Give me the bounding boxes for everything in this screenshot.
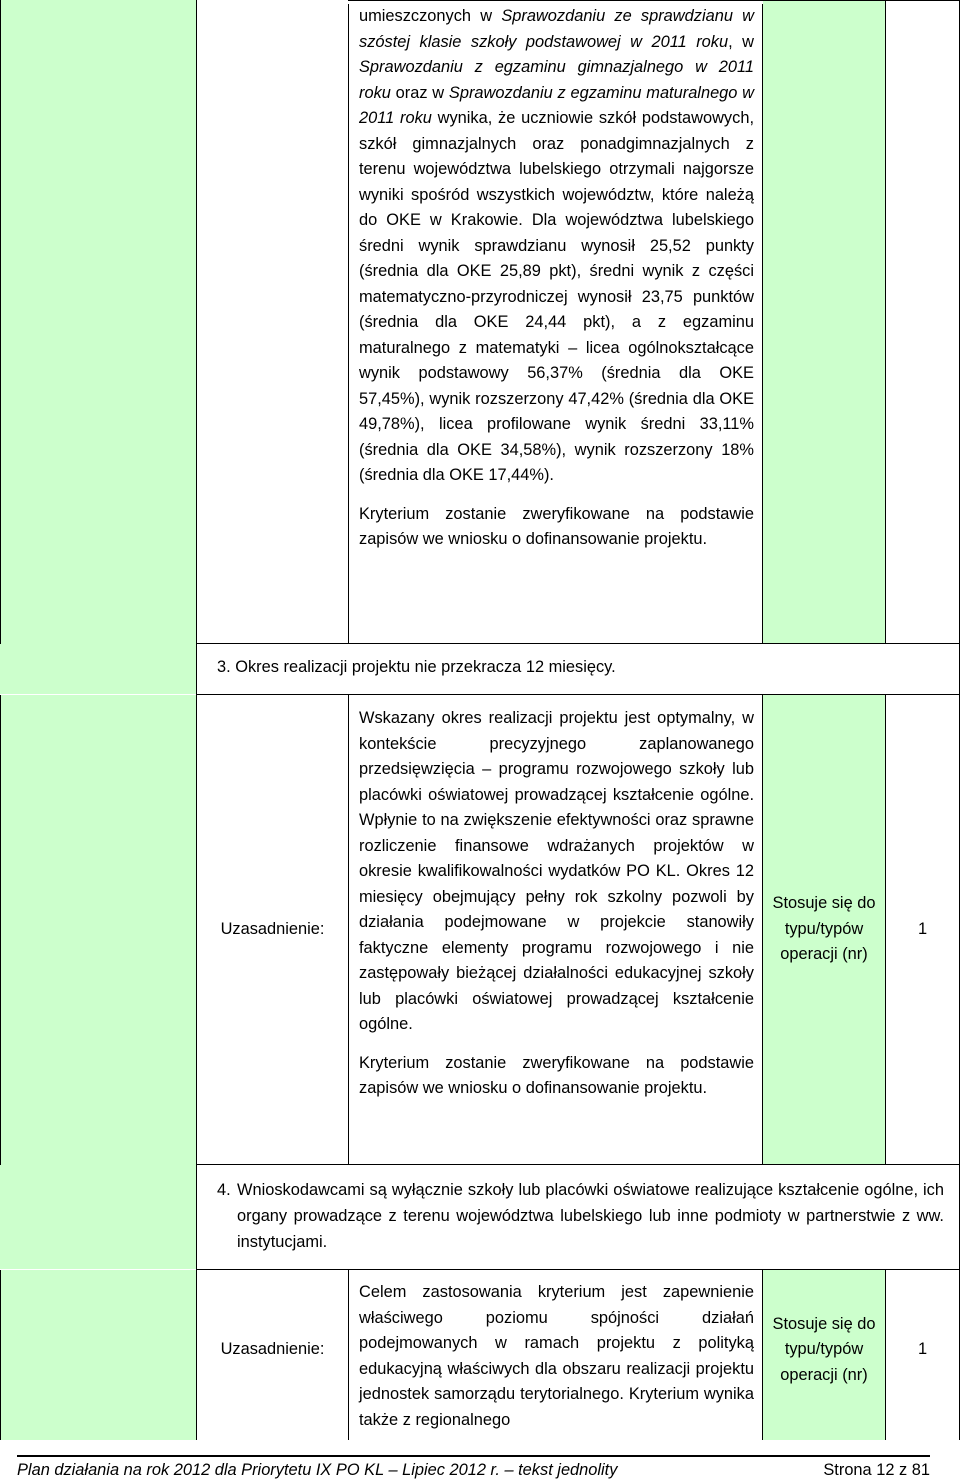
- criterion-4-type-number: 1: [917, 1340, 928, 1359]
- criterion-3-justification-label-cell: [196, 695, 348, 1165]
- criterion-4-applies: Stosuje się do typu/typów operacji (nr): [772, 1314, 876, 1384]
- criterion-3-applies: Stosuje się do typu/typów operacji (nr): [772, 894, 876, 964]
- criterion-4-justification-label: Uzasadnienie:: [220, 1340, 325, 1359]
- criterion-4-points-cell: [885, 1270, 960, 1440]
- continuation-paragraph: umieszczonych w Sprawozdaniu ze sprawdzianu w szóstej klasie szkoły podstawowej w 2011 roku, w Sprawozdaniu z egzaminu gimnazjalnego w 2011 roku oraz w Sprawozdaniu z egzaminu maturalnego w 2011 roku wynika, że uczniowie szkół podstawowych, szkół gimnazjalnych oraz ponadgimnazjalnych z terenu województwa lubelskiego otrzymali najgorsze wyniki spośród wszystkich województw, które należą do OKE w Krakowie. Dla województwa lubelskiego średni wynik sprawdzianu wynosił 25,52 punkty (średnia dla OKE 25,89 pkt), średni wynik z części matematyczno-przyrodniczej wynosił 23,75 punktów (średnia dla OKE 24,44 pkt), a z egzaminu maturalnego z matematyki – licea ogólnokształcące wynik podstawowy 56,37% (średnia dla OKE 57,45%), wynik rozszerzony 47,42% (średnia dla OKE 49,78%), licea profilowane wynik średni 33,11% (średnia dla OKE 34,58%), wynik rozszerzony 18% (średnia dla OKE 17,44%).: [359, 7, 755, 484]
- applies-green-tail: [763, 1430, 885, 1440]
- criterion-4-header: [196, 1165, 960, 1269]
- criterion-4-applies-cell: [763, 1270, 885, 1430]
- justification-continuation-cell: [348, 4, 763, 644]
- criterion-4-label-tail: [196, 1430, 348, 1440]
- points-cell-1: [885, 0, 960, 644]
- verification-note: Kryterium zostanie zweryfikowane na podstawie zapisów we wniosku o dofinansowanie projektu.: [359, 504, 754, 548]
- criterion-4-number: 4.: [217, 1181, 231, 1199]
- top-border: [348, 0, 960, 1]
- criterion-3-number: 3.: [217, 658, 231, 676]
- criterion-3-applies-cell: [763, 695, 885, 1165]
- criterion-4-justification-label-cell: [196, 1270, 348, 1430]
- left-green-column-1: [0, 0, 196, 644]
- criterion-3-justification-label: Uzasadnienie:: [220, 919, 325, 938]
- page-footer: [17, 1455, 930, 1480]
- criterion-4-justification-cell: [348, 1270, 763, 1440]
- criterion-3-justification-text: Wskazany okres realizacji projektu jest optymalny, w kontekście precyzyjnego zaplanowanego przedsięwzięcia – programu rozwojowego szkoły lub placówki oświatowej prowadzącej kształcenie ogólne. Wpłynie to na zwiększenie efektywności oraz sprawne rozliczenie finansowe wdrażanych projektów w okresie kwalifikowalności wydatków PO KL. Okres 12 miesięcy obejmujący pełny rok szkolny pozwoli by działania podejmowane w projekcie stanowiły faktyczne elementy programu rozwojowego i nie zastępowały bieżącej działalności edukacyjnej szkoły lub placówki oświatowej prowadzącej kształcenie ogólne.: [359, 709, 754, 1033]
- criterion-3-header: [196, 644, 960, 694]
- criterion-4-justification-text: Celem zastosowania kryterium jest zapewnienie właściwego poziomu spójności działań podejmowanych w ramach projektu z polityką edukacyjną właściwych dla obszaru realizacji projektu jednostek samorządu terytorialnego. Kryterium wynika także z regionalnego: [359, 1283, 754, 1429]
- footer-page-number: Strona 12 z 81: [823, 1461, 930, 1479]
- criterion-3-verification: Kryterium zostanie zweryfikowane na podstawie zapisów we wniosku o dofinansowanie projektu.: [359, 1053, 754, 1097]
- criterion-3-title: Okres realizacji projektu nie przekracza 12 miesięcy.: [235, 658, 616, 676]
- left-green-column-4: [0, 1165, 196, 1269]
- left-green-column-5: [0, 1270, 196, 1440]
- left-green-column-2: [0, 644, 196, 694]
- criterion-3-points-cell: [885, 695, 960, 1165]
- criterion-3-type-number: 1: [917, 919, 928, 938]
- criterion-3-justification-cell: [348, 695, 763, 1165]
- left-green-column-3: [0, 695, 196, 1165]
- left-white-column-1: [196, 0, 348, 644]
- applies-green-cell-1: [763, 0, 885, 644]
- criterion-4-title: Wnioskodawcami są wyłącznie szkoły lub placówki oświatowe realizujące kształcenie ogólne, ich organy prowadzące z terenu województwa lubelskiego lub inne podmioty w partnerstwie z ww. instytucjami.: [237, 1181, 944, 1251]
- footer-document-title: Plan działania na rok 2012 dla Priorytetu IX PO KL – Lipiec 2012 r. – tekst jednolity: [17, 1461, 618, 1479]
